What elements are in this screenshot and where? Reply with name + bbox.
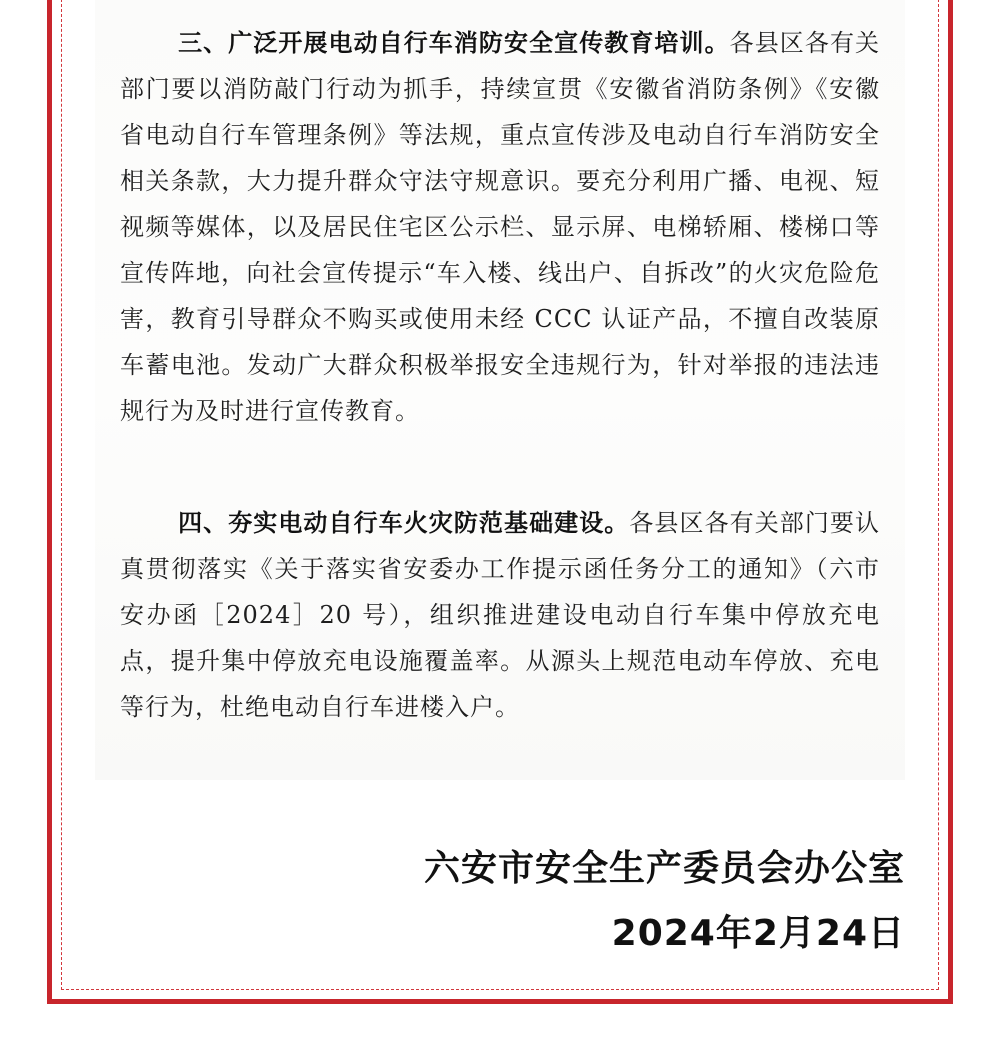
section-3-paragraph — [120, 20, 880, 434]
section-4-heading: 四、夯实电动自行车火灾防范基础建设。 — [178, 509, 630, 537]
signature-organization: 六安市安全生产委员会办公室 — [423, 848, 905, 889]
section-4-body: 各县区各有关部门要认真贯彻落实《关于落实省安委办工作提示函任务分工的通知》（六市安办函［2024］20 号），组织推进建设电动自行车集中停放充电点，提升集中停放充电设施覆盖率。从源头上规范电动车停放、充电等行为，杜绝电动自行车进楼入户。 — [120, 509, 881, 721]
section-3-body: 各县区各有关部门要以消防敲门行动为抓手，持续宣贯《安徽省消防条例》《安徽省电动自行车管理条例》等法规，重点宣传涉及电动自行车消防安全相关条款，大力提升群众守法守规意识。要充分利用广播、电视、短视频等媒体，以及居民住宅区公示栏、显示屏、电梯轿厢、楼梯口等宣传阵地，向社会宣传提示“车入楼、线出户、自拆改”的火灾危险危害，教育引导群众不购买或使用未经 CCC 认证产品，不擅自改装原车蓄电池。发动广大群众积极举报安全违规行为，针对举报的违法违规行为及时进行宣传教育。 — [120, 29, 881, 425]
signature-date: 2024年2月24日 — [611, 913, 905, 954]
section-4-paragraph — [120, 500, 880, 730]
section-3-heading: 三、广泛开展电动自行车消防安全宣传教育培训。 — [178, 29, 730, 57]
